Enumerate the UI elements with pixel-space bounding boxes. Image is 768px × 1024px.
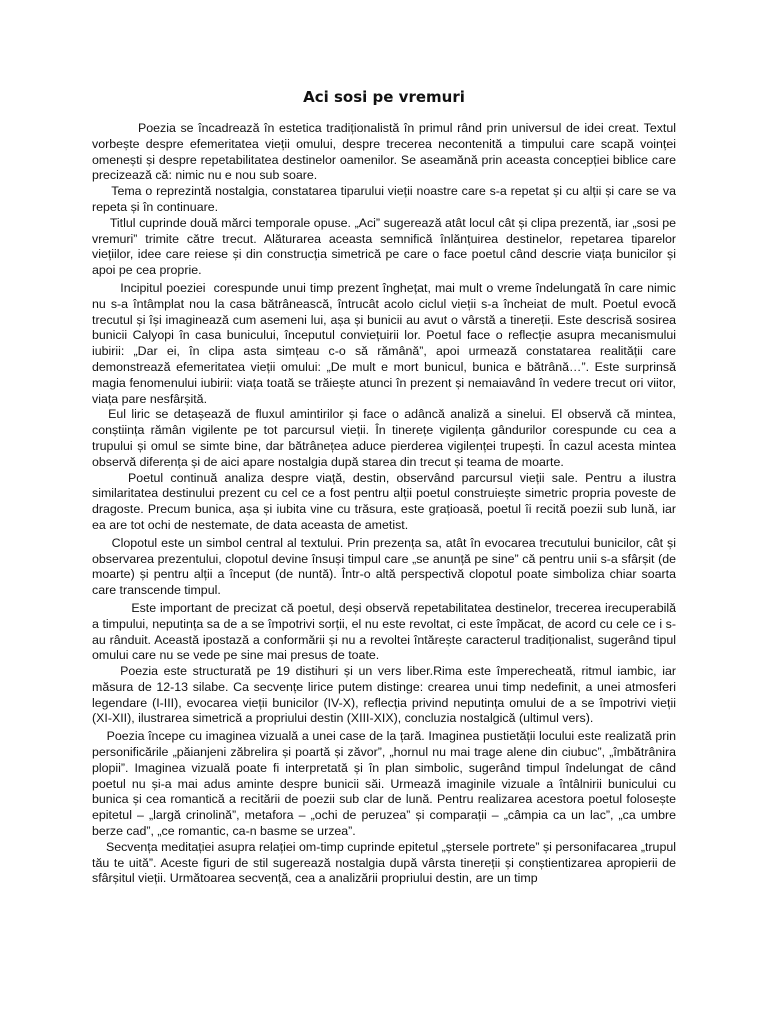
paragraph: Eul liric se detașează de fluxul amintirilor și face o adâncă analiză a sinelui. El observă că mintea, conștiința rămân vigilente pe tot parcursul vieții. În tinerețe vigilența gândurilor corespunde cu cea a trupului și omul se simte bine, dar bătrânețea aduce pierderea vigilenței trupești. În cazul acesta mintea observă diferența și de aici apare nostalgia după starea din trecut și teama de moarte. [92, 407, 680, 469]
paragraph: Tema o reprezintă nostalgia, constatarea tiparului vieții noastre care s-a repetat și cu alții și care se va repeta și în continuare. [92, 184, 680, 214]
paragraph: Poezia se încadrează în estetica tradiționalistă în primul rând prin universul de idei creat. Textul vorbește despre efemeritatea vieții omului, despre trecerea necontenită a timpului care scapă voinței omenești și despre repetabilitatea destinelor oamenilor. Se aseamănă prin aceasta concepției biblice care precizează că: nimic nu e nou sub soare. [92, 121, 680, 183]
paragraph: Clopotul este un simbol central al textului. Prin prezența sa, atât în evocarea trecutului bunicilor, cât și observarea prezentului, clopotul devine însuși timpul care „se anunță pe sine” că pentru unii s-a sfârșit (de moarte) și pentru alții a început (de nuntă). Într-o altă perspectivă clopotul poate simboliza chiar soarta care transcende timpul. [92, 535, 680, 598]
paragraph: Poetul continuă analiza despre viață, destin, observând parcursul vieții sale. Pentru a ilustra similaritatea destinului prezent cu cel ce a fost pentru alții poetul construiește simetric propria poveste de dragoste. Precum bunica, așa și iubita vine cu trăsura, este grațioasă, poetul îi recită poezii sub lună, iar ea are tot ochi de nestemate, de data aceasta de ametist. [92, 470, 680, 532]
paragraph: Incipitul poeziei corespunde unui timp prezent înghețat, mai mult o vreme îndelungată în care nimic nu s-a întâmplat nou la casa bătrânească, întrucât acolo ciclul vieții s-a încheiat de mult. Poetul evocă trecutul și își imaginează cum asemeni lui, așa și bunicii au avut o vârstă a tinereții. Este descrisă sosirea bunicii Calyopi în casa bunicului, începutul conviețuirii lor. Poetul face o reflecție asupra mecanismului iubirii: „Dar ei, în clipa asta simțeau c-o să rămână”, apoi urmează constatarea realității care demonstrează efemeritatea vieții omului: „De mult e mort bunicul, bunica e bătrână…”. Este surprinsă magia fenomenului iubirii: viața toată se trăiește atunci în prezent și nemaiavând în vedere trecut ori viitor, viața pare nesfârșită. [92, 280, 680, 406]
document-body [92, 121, 680, 887]
paragraph: Poezia este structurată pe 19 distihuri și un vers liber.Rima este împerecheată, ritmul iambic, iar măsura de 12-13 silabe. Ca secvențe lirice putem distinge: crearea unui timp nedefinit, a unei atmosferi legendare (I-III), evocarea vieții bunicilor (IV-X), reflecția privind neputința omului de a se împotrivi vieții (XI-XII), ilustrarea simetrică a propriului destin (XIII-XIX), concluzia nostalgică (ultimul vers). [92, 664, 680, 726]
paragraph: Titlul cuprinde două mărci temporale opuse. „Aci” sugerează atât locul cât și clipa prezentă, iar „sosi pe vremuri” trimite către trecut. Alăturarea aceasta semnifică înlănțuirea destinelor, repetarea tiparelor viețiilor, idee care reiese și din construcția simetrică pe care o face poetul când descrie viața bunicilor și apoi pe cea proprie. [92, 215, 680, 278]
paragraph: Este important de precizat că poetul, deși observă repetabilitatea destinelor, trecerea irecuperabilă a timpului, neputința sa de a se împotrivi sorții, el nu este revoltat, ci este împăcat, de acord cu cele ce i s-au rânduit. Această ipostază a conformării și nu a revoltei întărește caracterul tradiționalist, sugerând tipul omului care nu se vede pe sine mai presus de toate. [92, 600, 680, 663]
page-title: Aci sosi pe vremuri [303, 88, 465, 106]
paragraph: Secvența meditației asupra relației om-timp cuprinde epitetul „ștersele portrete” și personifacarea „trupul tău te uită”. Aceste figuri de stil sugerează nostalgia după vârsta tinereții și conștientizarea apropierii de sfârșitul vieții. Următoarea secvență, cea a analizării propriului destin, are un timp [92, 839, 680, 886]
paragraph: Poezia începe cu imaginea vizuală a unei case de la țară. Imaginea pustietății locului este realizată prin personificările „păianjeni zăbrelira și poartă și zăvor”, „hornul nu mai trage alene din ciubuc”, „îmbătrânira plopii”. Imaginea vizuală poate fi interpretată și în plan simbolic, sugerând timpul îndelungat de când poetul nu și-a mai adus aminte despre bunicii săi. Urmează imaginile vizuale a întâlnirii bunicului cu bunica și cea romantică a recitării de poezii sub clar de lună. Pentru realizarea acestora poetul folosește epitetul – „largă crinolină”, metafora – „ochi de peruzea” și comparații – „câmpia ca un lac”, „ca umbre berze cad”, „ce romantic, ca-n basme se urzea”. [92, 729, 680, 839]
